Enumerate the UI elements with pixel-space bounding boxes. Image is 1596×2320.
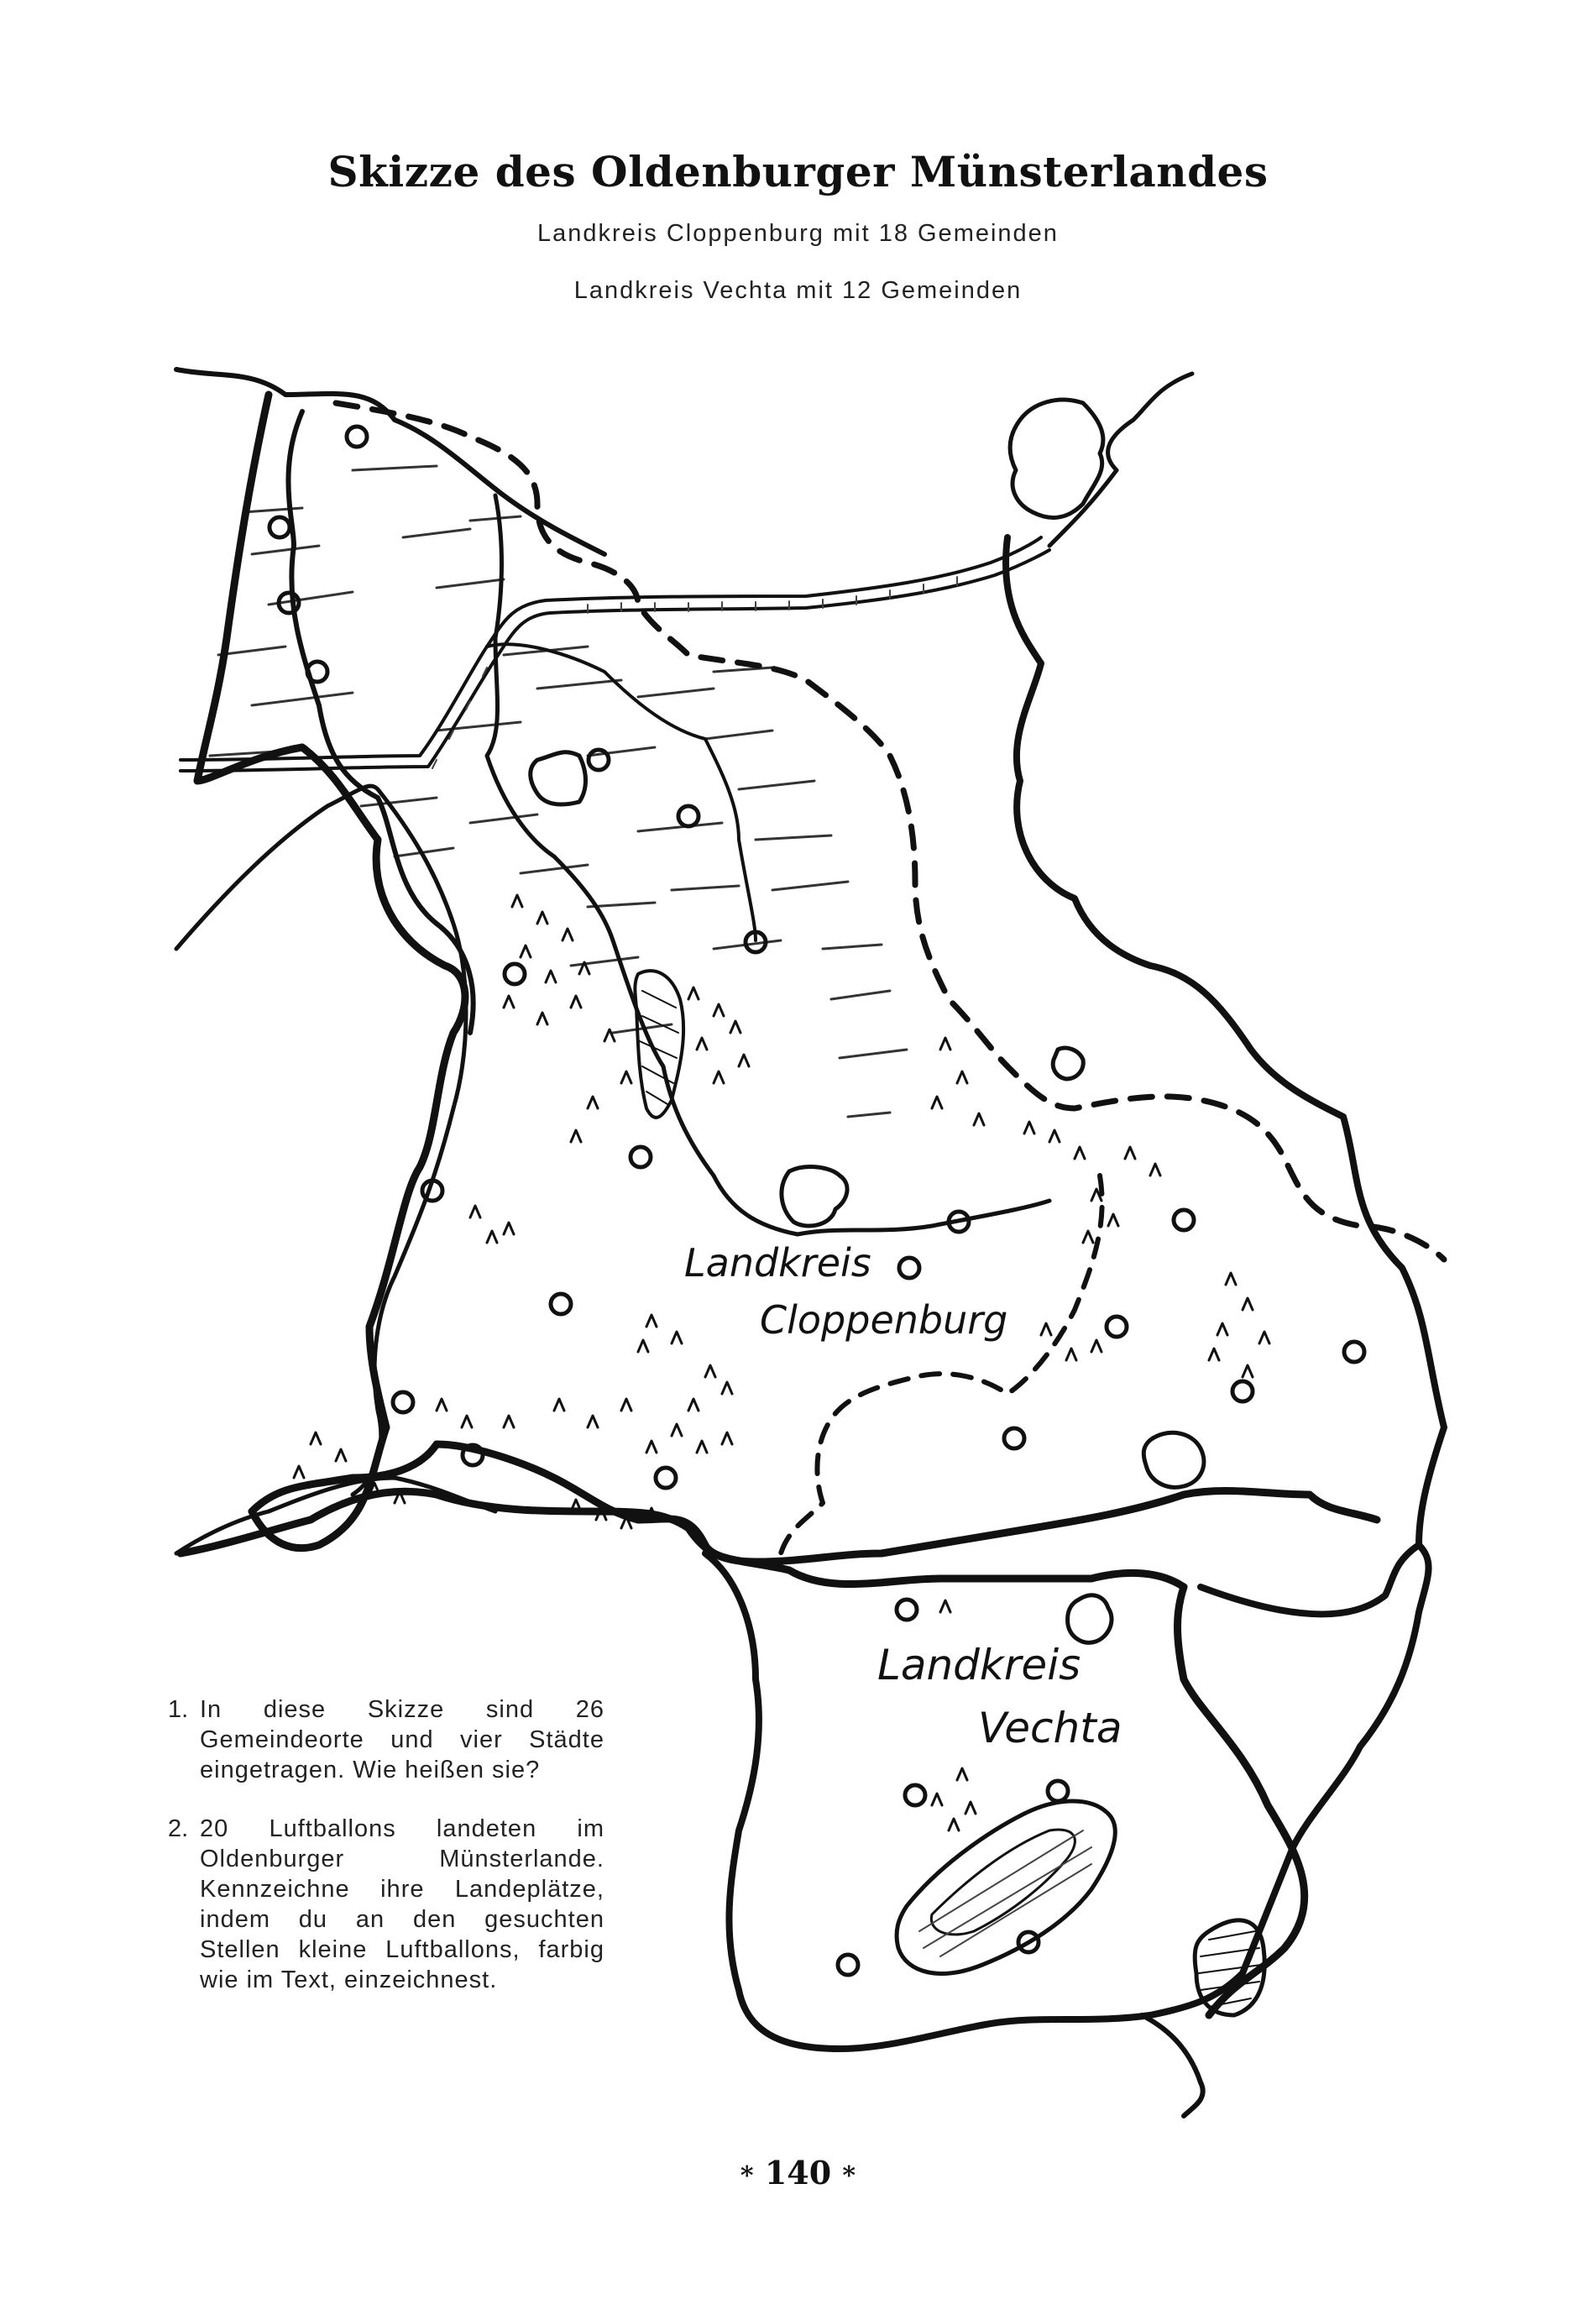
lowland-lake-vechta: [897, 1801, 1115, 1973]
task-text: In diese Skizze sind 26 Gemeindeorte und vier Städte eingetragen. Wie heißen sie?: [200, 1696, 604, 1783]
page-title: Skizze des Oldenburger Münsterlandes: [327, 147, 1269, 196]
river-central: [487, 495, 1049, 1234]
task-number: 2.: [168, 1815, 189, 1842]
label-landkreis-vechta-2: Vechta: [978, 1704, 1122, 1752]
river-southwest: [176, 786, 466, 1495]
town-shape-northeast: [1010, 400, 1103, 517]
hatch-area-north: [210, 466, 907, 1117]
label-landkreis-cloppenburg-1: Landkreis: [684, 1240, 871, 1286]
task-item: [168, 1814, 604, 1995]
page-number: [0, 2154, 1596, 2192]
subtitle-vechta: Landkreis Vechta mit 12 Gemeinden: [573, 277, 1023, 304]
task-list: [168, 1694, 604, 2024]
river-northeast: [487, 644, 756, 940]
subtitle-cloppenburg: Landkreis Cloppenburg mit 18 Gemeinden: [537, 220, 1059, 247]
district-border-south: [181, 1491, 1377, 1562]
reservoir-icon: [635, 971, 683, 1118]
task-item: [168, 1694, 604, 1785]
star-icon: *: [842, 2161, 856, 2191]
district-border-east: [1006, 537, 1444, 1614]
district-labels: [684, 1240, 1122, 1752]
star-icon: *: [740, 2161, 754, 2191]
river-west: [288, 411, 473, 1033]
lake-hatching: [919, 1830, 1091, 1956]
river-vechta-east: [1142, 2015, 1203, 2116]
label-landkreis-cloppenburg-2: Cloppenburg: [760, 1297, 1008, 1343]
label-landkreis-vechta-1: Landkreis: [877, 1641, 1081, 1689]
task-number: 1.: [168, 1696, 189, 1723]
page-number-value: 140: [764, 2154, 832, 2192]
lake-icon: [1195, 1920, 1264, 2015]
moor-grass-icon: [294, 895, 1269, 1830]
task-text: 20 Luftballons landeten im Oldenburger Münsterlande. Kennzeichne ihre Landeplätze, indem du an den gesuchten Stellen kleine Luftballons, farbig wie im Text, einzeichnest.: [200, 1815, 604, 1993]
